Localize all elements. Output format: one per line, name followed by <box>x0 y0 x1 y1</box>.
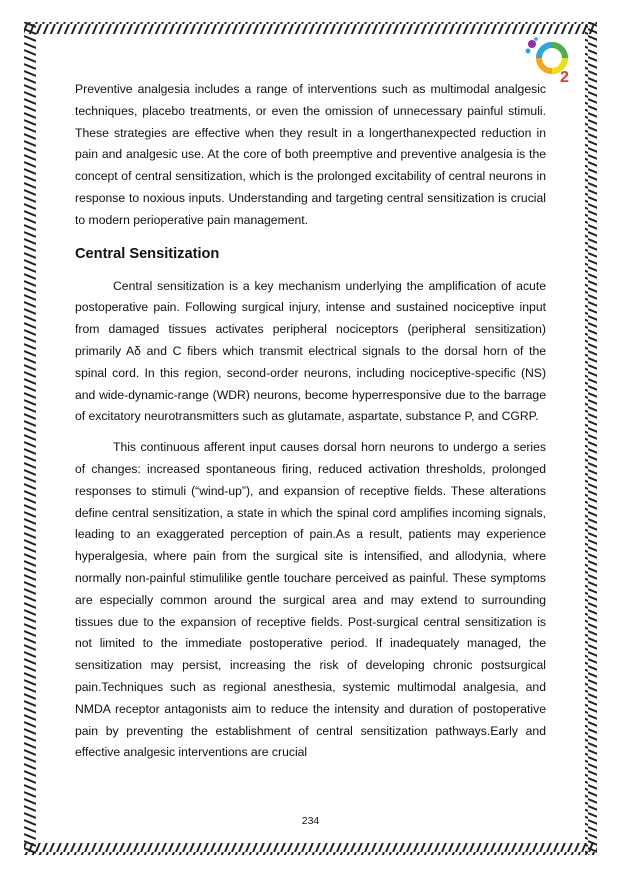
logo-ring-green <box>552 45 565 58</box>
section-paragraph-2: This continuous afferent input causes dorsal horn neurons to undergo a series of changes: increased spontaneous firing, reduced activation thresholds, prolonged responses to stimuli (“wind-up”), and expansion of receptive fields. These alterations define central sensitization, a state in which the spinal cord amplifies incoming signals, leading to an exaggerated perception of pain.As a result, patients may experience hyperalgesia, where pain from the surgical site is intensified, and allodynia, where normally non-painful stimulilike gentle touchare perceived as painful. These symptoms are especially common around the surgical area and may extend to surrounding tissues due to the expansion of receptive fields. Post-surgical central sensitization is not limited to the immediate postoperative period. If inadequately managed, the sensitization may persist, increasing the risk of developing chronic postsurgical pain.Techniques such as regional anesthesia, systemic multimodal analgesia, and NMDA receptor antagonists aim to reduce the intensity and duration of postoperative pain by preventing the establishment of central sensitization pathways.Early and effective analgesic interventions are crucial <box>75 440 546 760</box>
border-bottom <box>24 843 597 855</box>
border-right <box>585 22 597 855</box>
logo-dot-blue <box>526 49 531 54</box>
logo-subscript-2: 2 <box>560 69 569 86</box>
document-body <box>75 79 546 764</box>
logo-dot-small <box>534 37 538 41</box>
section-paragraph-1: Central sensitization is a key mechanism underlying the amplification of acute postoperative pain. Following surgical injury, intense and sustained nociceptive input from damaged tissues activates peripheral nociceptors (peripheral sensitization) primarily Aδ and C fibers which transmit electrical signals to the dorsal horn of the spinal cord. In this region, second-order neurons, including nociceptive-specific (NS) and wide-dynamic-range (WDR) neurons, become hyperresponsive due to the barrage of excitatory neurotransmitters such as glutamate, aspartate, substance P, and CGRP. <box>75 278 546 424</box>
logo-dot-purple <box>528 40 536 48</box>
border-top <box>24 22 597 34</box>
border-left <box>24 22 36 855</box>
intro-paragraph: Preventive analgesia includes a range of interventions such as multimodal analgesic techniques, placebo treatments, or even the omission of unnecessary painful stimuli. These strategies are effective when they result in a longerthanexpected reduction in pain and analgesic use. At the core of both preemptive and preventive analgesia is the concept of central sensitization, which is the prolonged excitability of central neurons in response to noxious inputs. Understanding and targeting central sensitization is crucial to modern perioperative pain management. <box>75 82 546 227</box>
section-heading: Central Sensitization <box>75 245 220 262</box>
page-number: 234 <box>301 815 320 827</box>
logo-ring-blue <box>539 45 552 58</box>
